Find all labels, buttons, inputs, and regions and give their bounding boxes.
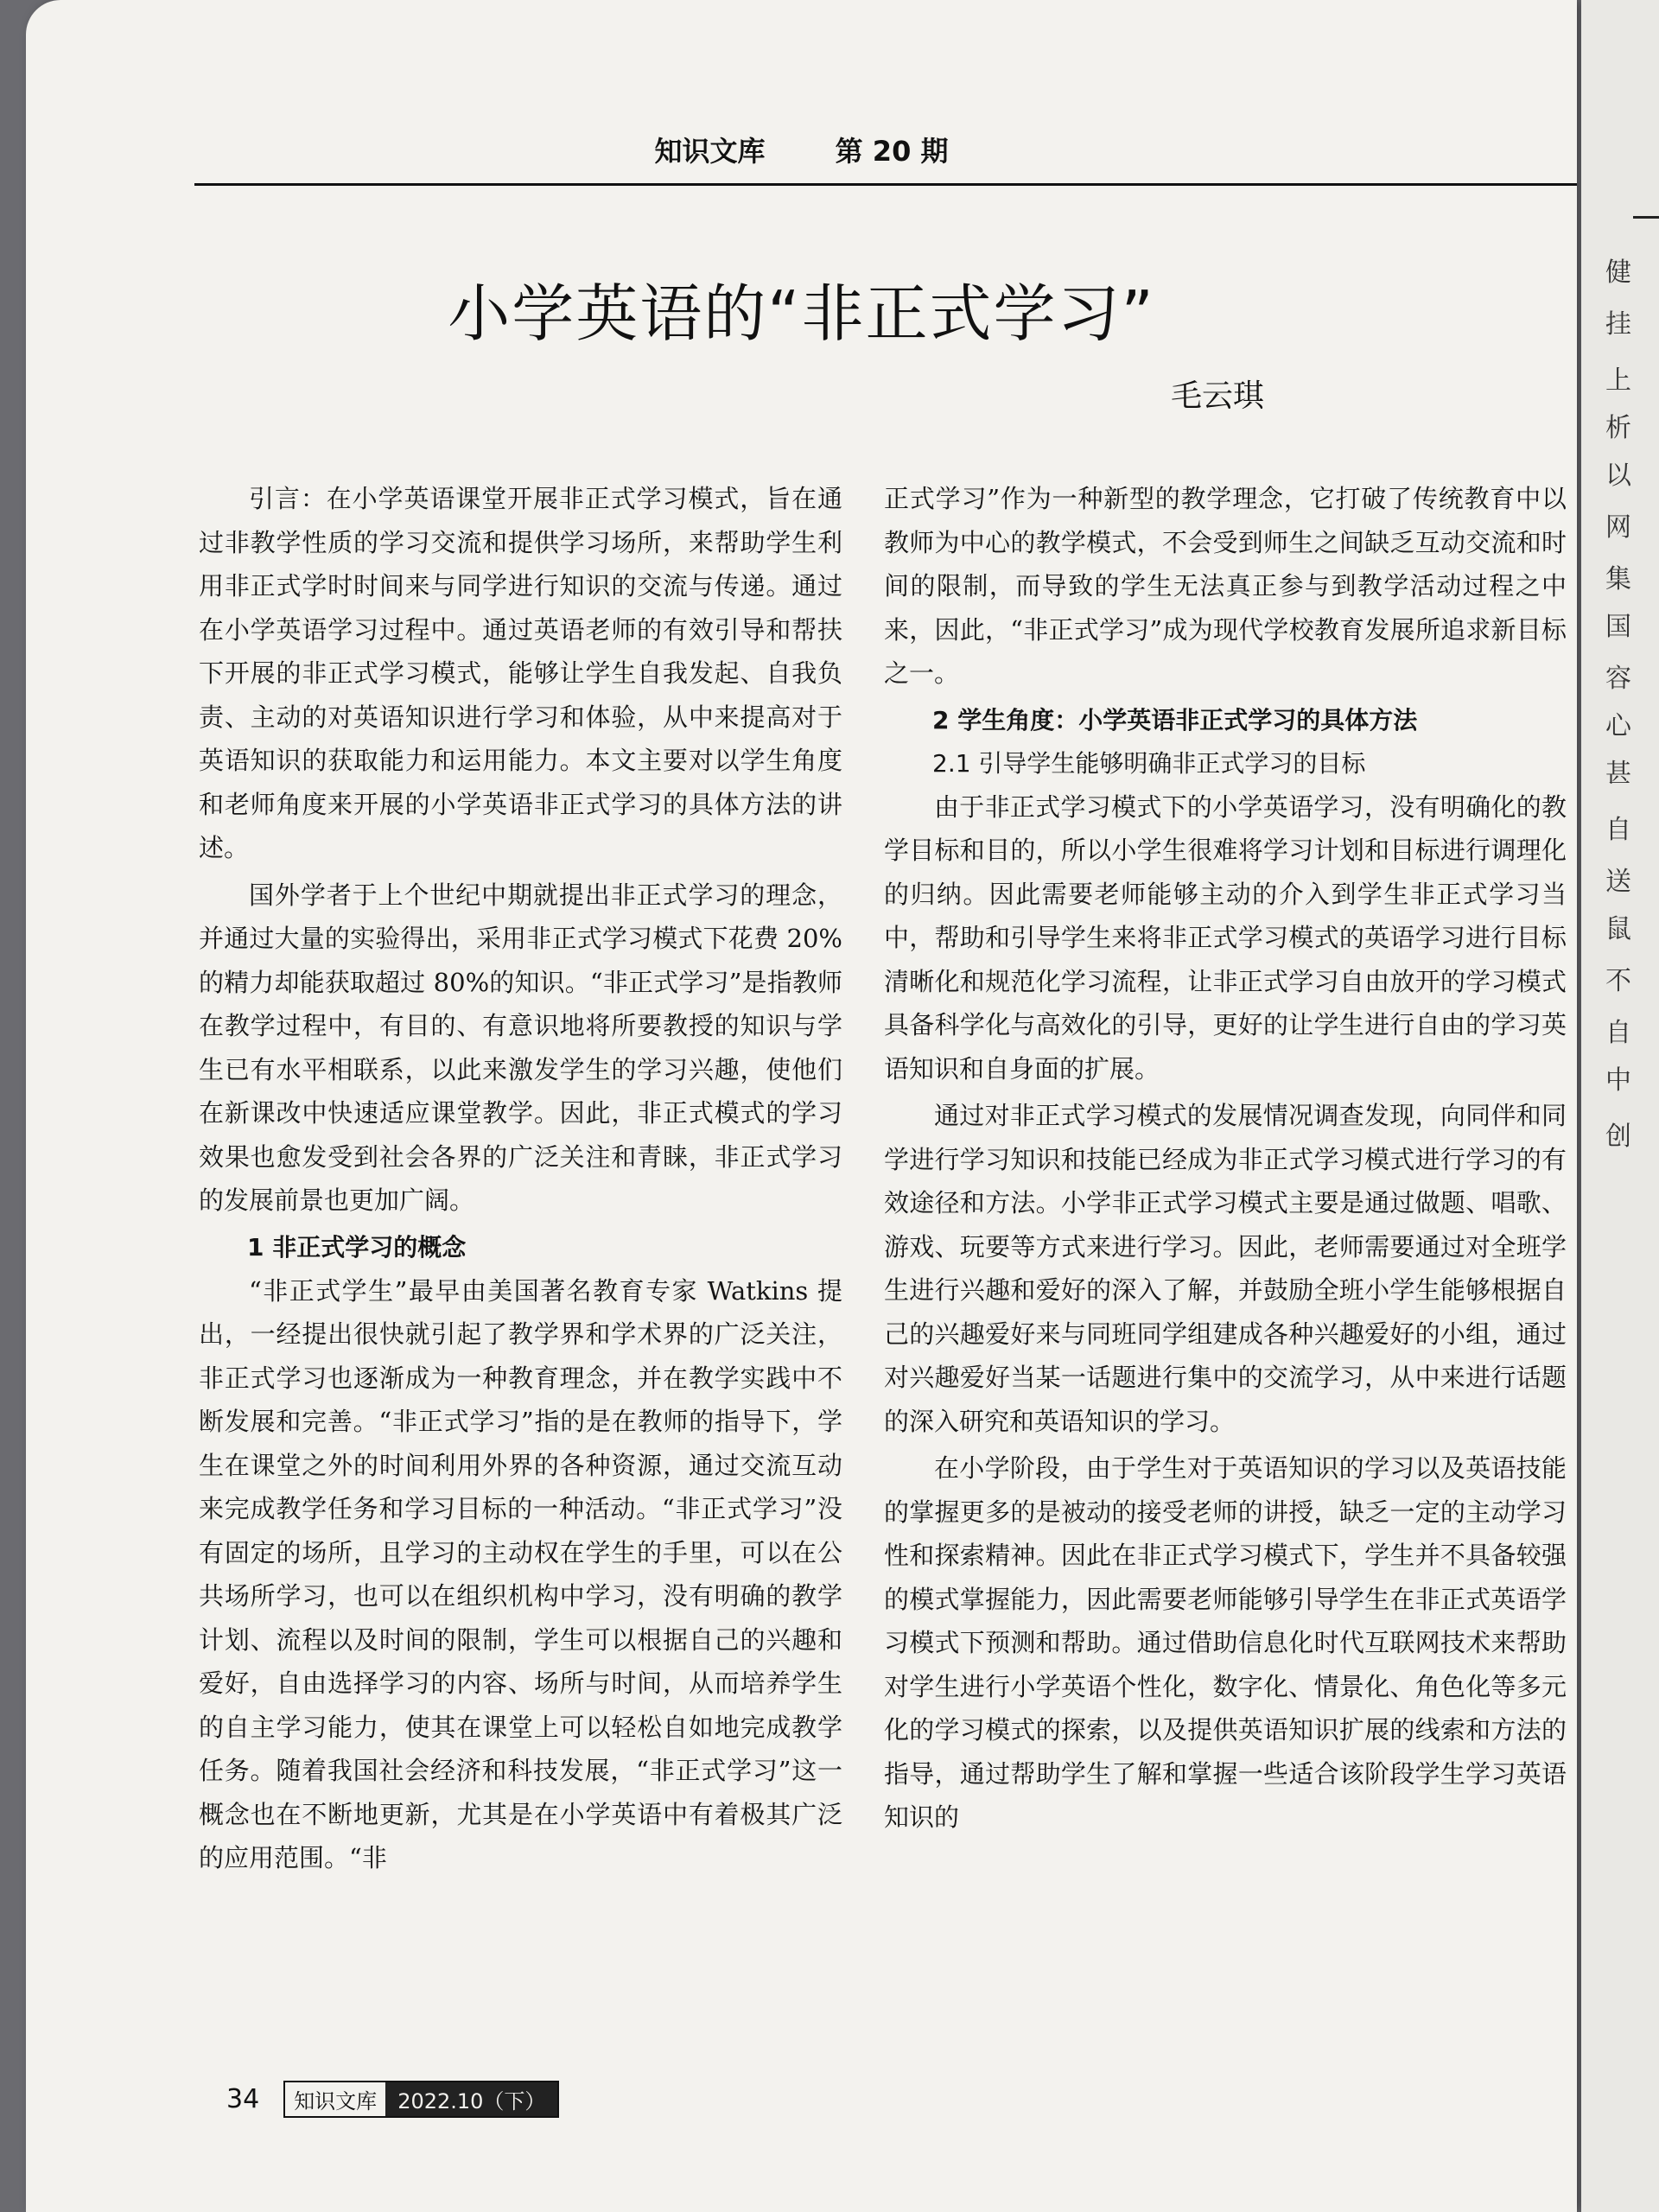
adjacent-page-char: 自 bbox=[1605, 1018, 1631, 1048]
issue-number: 第 20 期 bbox=[835, 135, 949, 168]
footer-badge bbox=[283, 2081, 559, 2118]
body-paragraph: 通过对非正式学习模式的发展情况调查发现，向同伴和同学进行学习知识和技能已经成为非正式学习模式进行学习的有效途径和方法。小学非正式学习模式主要是通过做题、唱歌、游戏、玩要等方式来进行学习。因此，老师需要通过对全班学生进行兴趣和爱好的深入了解，并鼓励全班小学生能够根据自己的兴趣爱好来与同班同学组建成各种兴趣爱好的小组，通过对兴趣爱好当某一话题进行集中的交流学习，从中来进行话题的深入研究和英语知识的学习。 bbox=[884, 1101, 1567, 1436]
left-column bbox=[199, 477, 842, 1884]
adjacent-page-char: 上 bbox=[1605, 365, 1631, 396]
adjacent-page-char: 心 bbox=[1605, 711, 1631, 741]
adjacent-page-char: 网 bbox=[1605, 512, 1631, 543]
body-paragraph: 由于非正式学习模式下的小学英语学习，没有明确化的教学目标和目的，所以小学生很难将学习计划和目标进行调理化的归纳。因此需要老师能够主动的介入到学生非正式学习当中，帮助和引导学生来将非正式学习模式的英语学习进行目标清晰化和规范化学习流程，让非正式学习自由放开的学习模式具备科学化与高效化的引导，更好的让学生进行自由的学习英语知识和自身面的扩展。 bbox=[884, 791, 1567, 1084]
body-paragraph: 正式学习”作为一种新型的教学理念，它打破了传统教育中以教师为中心的教学模式，不会受到师生之间缺乏互动交流和时间的限制，而导致的学生无法真正参与到教学活动过程之中来，因此，“非正式学习”成为现代学校教育发展所追求新目标之一。 bbox=[884, 484, 1567, 688]
journal-page bbox=[26, 0, 1577, 2212]
adjacent-page-char: 甚 bbox=[1605, 759, 1631, 789]
section-heading: 1 非正式学习的概念 bbox=[247, 1232, 467, 1262]
adjacent-page-char: 国 bbox=[1605, 612, 1631, 642]
journal-name: 知识文库 bbox=[654, 135, 766, 168]
page-footer bbox=[226, 2081, 559, 2118]
adjacent-page-char: 集 bbox=[1605, 564, 1631, 594]
adjacent-page-edge bbox=[1581, 0, 1659, 2212]
adjacent-page-char: 鼠 bbox=[1605, 914, 1631, 944]
adjacent-page-char: 不 bbox=[1605, 966, 1631, 996]
body-paragraph: 国外学者于上个世纪中期就提出非正式学习的理念，并通过大量的实验得出，采用非正式学习模式下花费 20%的精力却能获取超过 80%的知识。“非正式学习”是指教师在教学过程中，有目的、有意识地将所要教授的知识与学生已有水平相联系，以此来激发学生的学习兴趣，使他们在新课改中快速适应课堂教学。因此，非正式模式的学习效果也愈发受到社会各界的广泛关注和青睐，非正式学习的发展前景也更加广阔。 bbox=[199, 880, 842, 1215]
adjacent-page-char: 以 bbox=[1605, 461, 1631, 491]
adjacent-page-char: 创 bbox=[1605, 1122, 1631, 1152]
adjacent-page-char: 自 bbox=[1605, 815, 1631, 845]
subsection-heading: 2.1 引导学生能够明确非正式学习的目标 bbox=[932, 748, 1366, 778]
footer-journal: 知识文库 bbox=[294, 2089, 378, 2113]
section-heading: 2 学生角度：小学英语非正式学习的具体方法 bbox=[932, 705, 1418, 734]
intro-paragraph: 引言：在小学英语课堂开展非正式学习模式，旨在通过非教学性质的学习交流和提供学习场所，来帮助学生利用非正式学时时间来与同学进行知识的交流与传递。通过在小学英语学习过程中。通过英语老师的有效引导和帮扶下开展的非正式学习模式，能够让学生自我发起、自我负责、主动的对英语知识进行学习和体验，从中来提高对于英语知识的获取能力和运用能力。本文主要对以学生角度和老师角度来开展的小学英语非正式学习的具体方法的讲述。 bbox=[199, 484, 842, 862]
adjacent-page-char: 中 bbox=[1605, 1065, 1631, 1096]
right-column bbox=[884, 477, 1567, 1843]
adjacent-page-rule bbox=[1633, 216, 1659, 219]
adjacent-page-char: 送 bbox=[1605, 867, 1631, 897]
footer-date: 2022.10（下） bbox=[385, 2082, 557, 2116]
header-rule bbox=[194, 183, 1577, 186]
adjacent-page-char: 容 bbox=[1605, 664, 1631, 694]
adjacent-page-char: 挂 bbox=[1605, 309, 1631, 340]
article-title: 小学英语的“非正式学习” bbox=[448, 277, 1155, 350]
page-number: 34 bbox=[226, 2084, 260, 2114]
article-author: 毛云琪 bbox=[1171, 378, 1265, 414]
adjacent-page-char: 析 bbox=[1605, 413, 1631, 443]
body-paragraph: 在小学阶段，由于学生对于英语知识的学习以及英语技能的掌握更多的是被动的接受老师的讲授，缺乏一定的主动学习性和探索精神。因此在非正式学习模式下，学生并不具备较强的模式掌握能力，因此需要老师能够引导学生在非正式英语学习模式下预测和帮助。通过借助信息化时代互联网技术来帮助对学生进行小学英语个性化，数字化、情景化、角色化等多元化的学习模式的探索，以及提供英语知识扩展的线索和方法的指导，通过帮助学生了解和掌握一些适合该阶段学生学习英语知识的 bbox=[884, 1453, 1567, 1832]
running-head bbox=[26, 130, 1577, 169]
adjacent-page-char: 健 bbox=[1605, 257, 1631, 288]
body-paragraph: “非正式学生”最早由美国著名教育专家 Watkins 提出，一经提出很快就引起了教学界和学术界的广泛关注，非正式学习也逐渐成为一种教育理念，并在教学实践中不断发展和完善。“非正式学习”指的是在教师的指导下，学生在课堂之外的时间利用外界的各种资源，通过交流互动来完成教学任务和学习目标的一种活动。“非正式学习”没有固定的场所，且学习的主动权在学生的手里，可以在公共场所学习，也可以在组织机构中学习，没有明确的教学计划、流程以及时间的限制，学生可以根据自己的兴趣和爱好，自由选择学习的内容、场所与时间，从而培养学生的自主学习能力，使其在课堂上可以轻松自如地完成教学任务。随着我国社会经济和科技发展，“非正式学习”这一概念也在不断地更新，尤其是在小学英语中有着极其广泛的应用范围。“非 bbox=[199, 1275, 842, 1872]
